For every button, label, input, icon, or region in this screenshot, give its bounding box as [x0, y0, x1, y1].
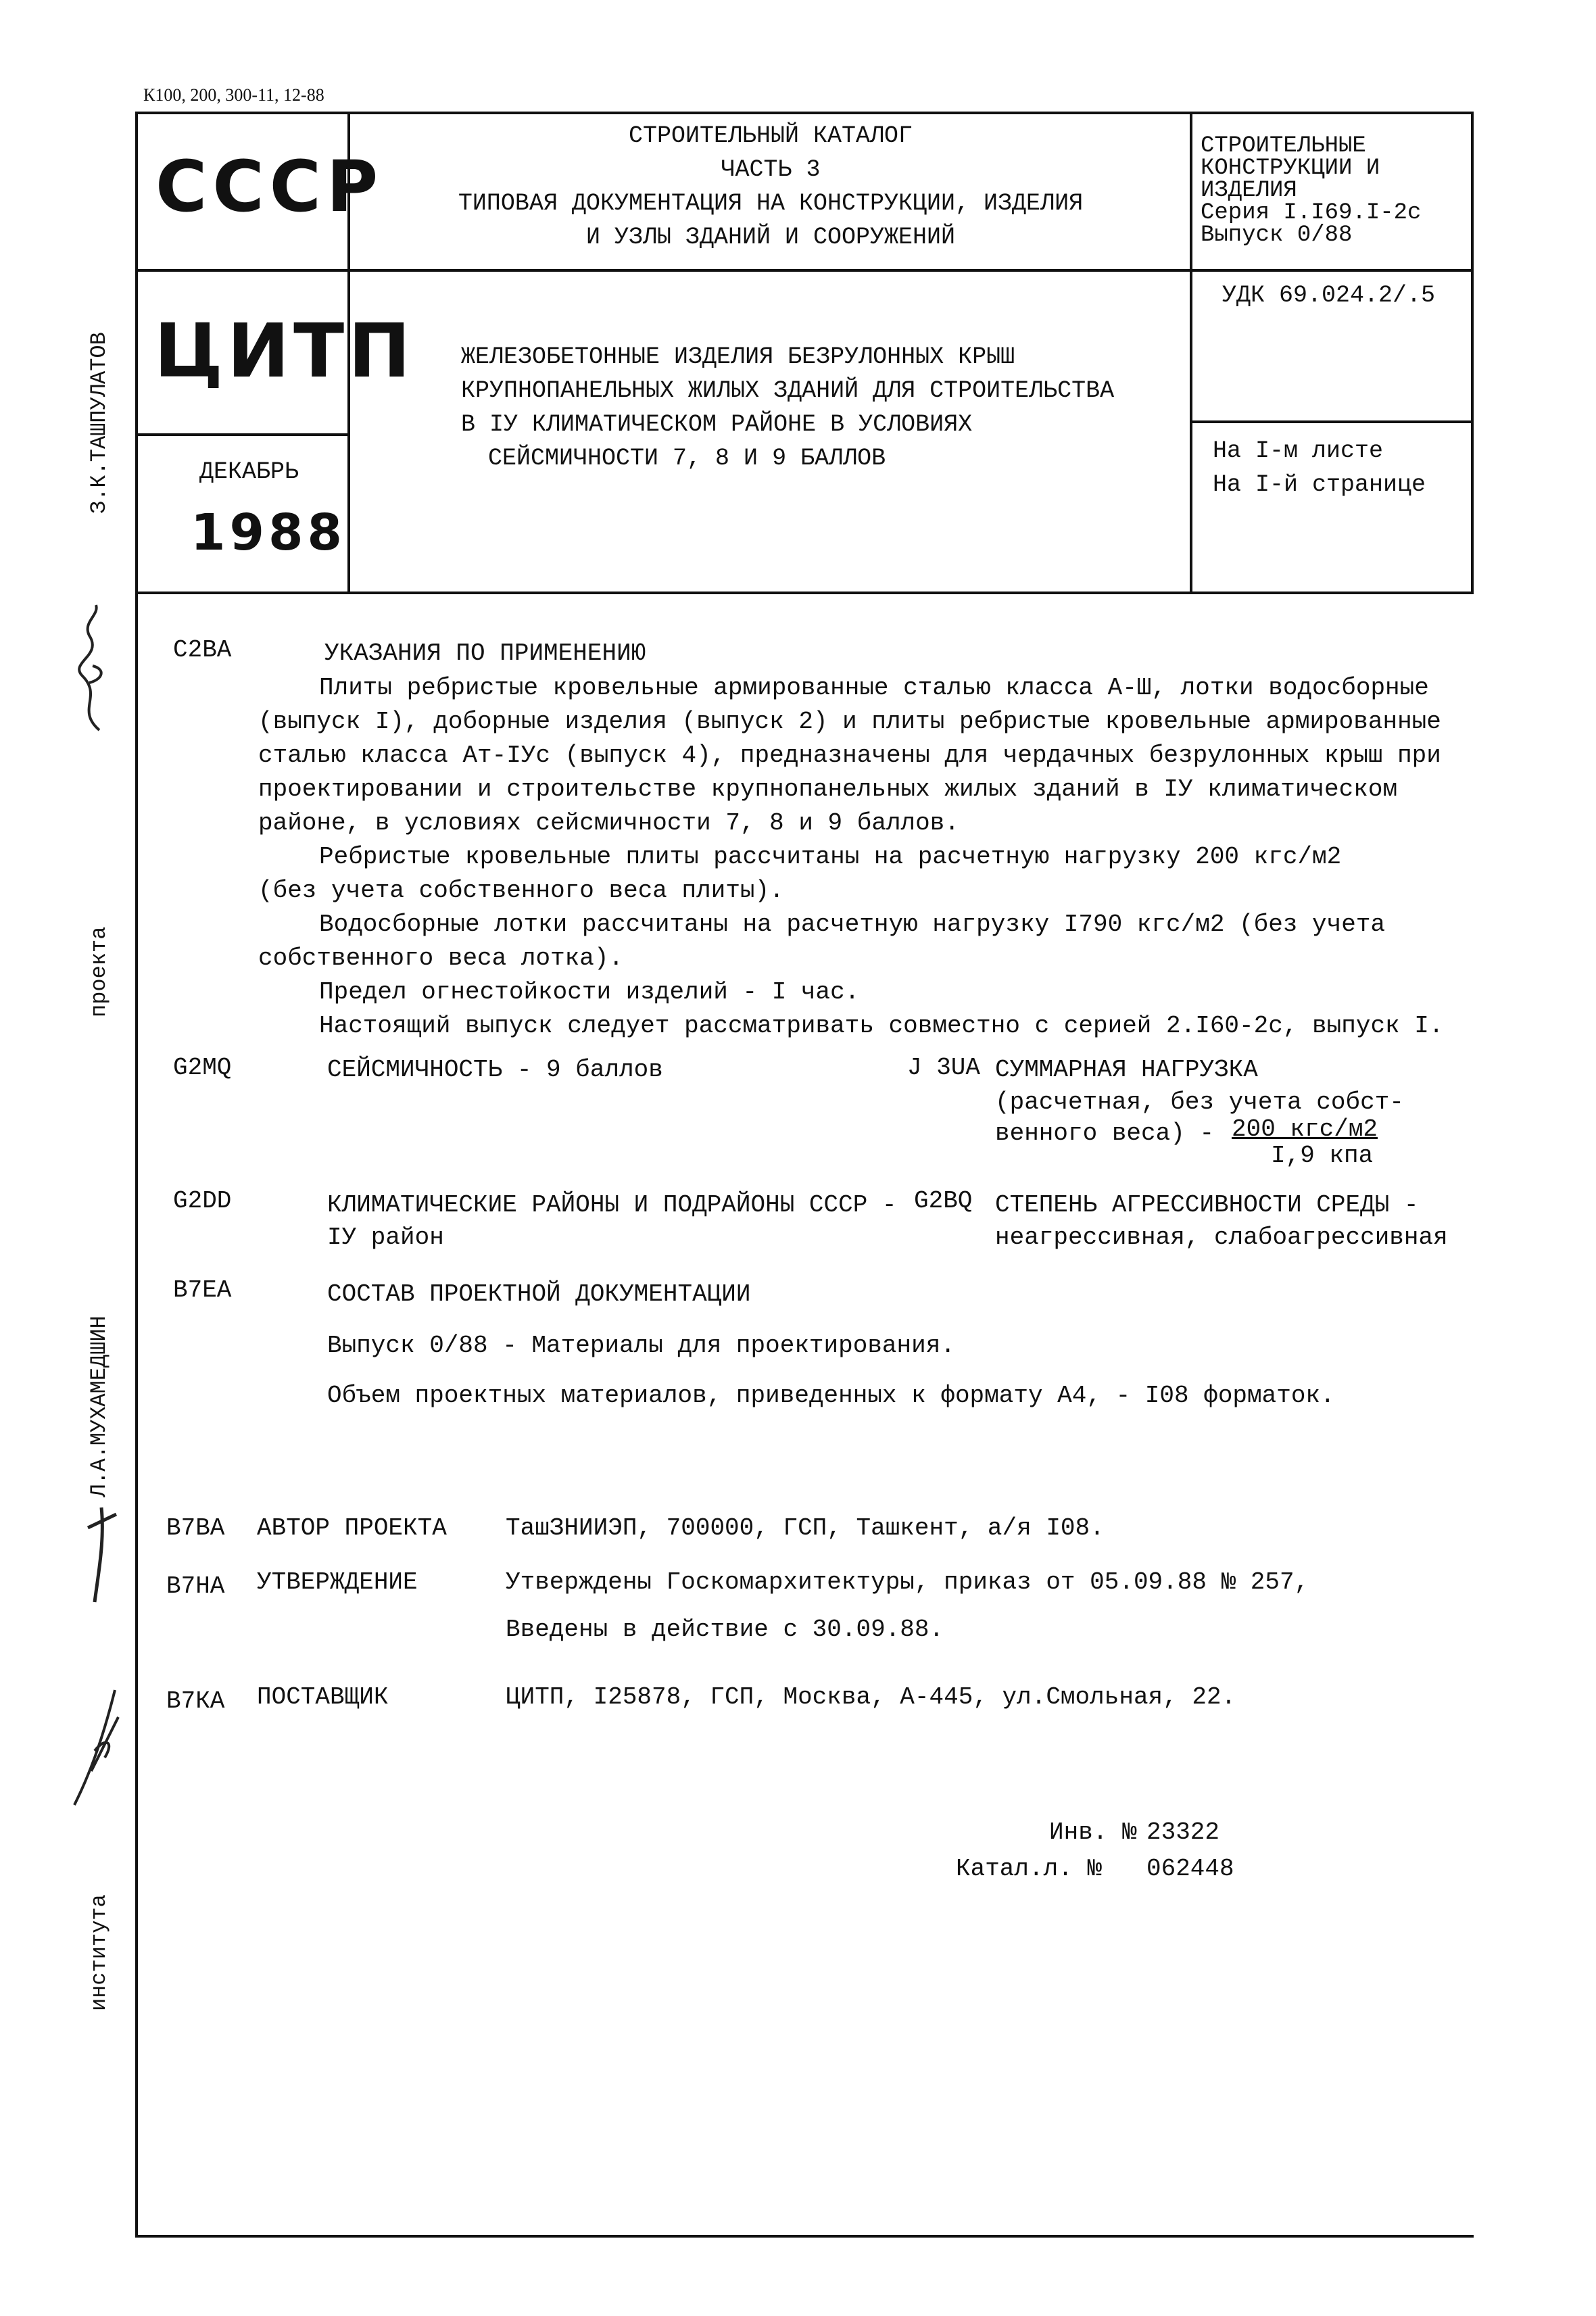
author-value: ТашЗНИИЭП, 700000, ГСП, Ташкент, а/я I08.: [506, 1514, 1105, 1542]
climate-region-value: IУ район: [327, 1224, 444, 1251]
usage-line: (выпуск I), доборные изделия (выпуск 2) и плиты ребристые кровельные армированные: [258, 708, 1441, 735]
documentation-issue: Выпуск 0/88 - Материалы для проектирования.: [327, 1332, 955, 1359]
usage-line: Водосборные лотки рассчитаны на расчетную нагрузку I790 кгс/м2 (без учета: [319, 911, 1386, 938]
usage-line: (без учета собственного веса плиты).: [258, 877, 784, 904]
inventory-label: Инв. №: [1049, 1818, 1137, 1846]
catalog-line: И УЗЛЫ ЗДАНИЙ И СООРУЖЕНИЙ: [585, 224, 956, 251]
catalog-line: ЧАСТЬ 3: [721, 156, 821, 183]
margin-label-institute: института: [87, 1894, 112, 2011]
series-line: ИЗДЕЛИЯ: [1201, 178, 1297, 203]
approval-effective: Введены в действие с 30.09.88.: [506, 1616, 944, 1643]
total-load-note-end: венного веса) -: [995, 1119, 1215, 1147]
catalog-heading: [352, 119, 1190, 254]
section-code-b7ba: В7ВА: [166, 1514, 225, 1542]
approval-label: УТВЕРЖДЕНИЕ: [257, 1568, 418, 1596]
section-code-b7ha: В7НА: [166, 1572, 225, 1600]
total-load-value-kgs: 200 кгс/м2: [1232, 1115, 1378, 1143]
ussr-label: СССР: [155, 145, 384, 228]
usage-line: Настоящий выпуск следует рассматривать совместно с серией 2.I60-2с, выпуск I.: [319, 1012, 1444, 1040]
inventory-number: 23322: [1146, 1818, 1220, 1846]
usage-line: Плиты ребристые кровельные армированные сталью класса А-Ш, лотки водосборные: [319, 674, 1429, 702]
usage-text: [258, 671, 1444, 1043]
sheet-line: На I-м листе: [1213, 437, 1384, 464]
signature-bottom: [68, 1676, 128, 1812]
section-code-j3ua: J 3UA: [907, 1054, 981, 1082]
series-line: Выпуск 0/88: [1201, 222, 1353, 248]
series-block: [1201, 135, 1421, 247]
margin-person-top: З.К.ТАШПУЛАТОВ: [87, 332, 112, 514]
title-line: В IУ КЛИМАТИЧЕСКОМ РАЙОНЕ В УСЛОВИЯХ: [461, 411, 973, 438]
seismicity-value: СЕЙСМИЧНОСТЬ - 9 баллов: [327, 1056, 663, 1084]
sheet-line: На I-й странице: [1213, 471, 1426, 498]
section-code-g2mq: G2MQ: [173, 1054, 232, 1082]
total-load-note: (расчетная, без учета собст-: [995, 1088, 1404, 1116]
margin-label-project: проекта: [87, 926, 112, 1017]
usage-line: Ребристые кровельные плиты рассчитаны на расчетную нагрузку 200 кгс/м2: [319, 843, 1342, 871]
total-load-title: СУММАРНАЯ НАГРУЗКА: [995, 1056, 1258, 1084]
section-code-g2bq: G2BQ: [914, 1187, 973, 1215]
supplier-value: ЦИТП, I25878, ГСП, Москва, А-445, ул.Смольная, 22.: [506, 1683, 1236, 1711]
author-label: АВТОР ПРОЕКТА: [257, 1514, 447, 1542]
documentation-volume: Объем проектных материалов, приведенных к формату А4, - I08 форматок.: [327, 1382, 1335, 1409]
signature-top: [62, 602, 116, 737]
catalog-sheet-number: 062448: [1146, 1855, 1234, 1883]
climate-regions-title: КЛИМАТИЧЕСКИЕ РАЙОНЫ И ПОДРАЙОНЫ СССР -: [327, 1191, 897, 1219]
section-code-b7ea: В7ЕА: [173, 1276, 232, 1304]
usage-line: сталью класса Ат-IУс (выпуск 4), предназначены для чердачных безрулонных крыш при: [258, 742, 1441, 769]
issue-year: 1988: [191, 504, 346, 562]
series-line: КОНСТРУКЦИИ И: [1201, 155, 1380, 181]
catalog-sheet-label: Катал.л. №: [956, 1855, 1103, 1883]
approval-order: Утверждены Госкомархитектуры, приказ от 05.09.88 № 257,: [506, 1568, 1309, 1596]
usage-line: районе, в условиях сейсмичности 7, 8 и 9 баллов.: [258, 809, 959, 837]
aggressiveness-value: неагрессивная, слабоагрессивная: [995, 1224, 1448, 1251]
issue-month: ДЕКАБРЬ: [199, 458, 299, 485]
usage-line: собственного веса лотка).: [258, 944, 624, 972]
udk-code: УДК 69.024.2/.5: [1222, 282, 1436, 309]
sheet-info: [1213, 434, 1426, 502]
signature-middle: [74, 1501, 128, 1609]
title-line: КРУПНОПАНЕЛЬНЫХ ЖИЛЫХ ЗДАНИЙ ДЛЯ СТРОИТЕЛЬСТВА: [461, 377, 1115, 404]
usage-line: Предел огнестойкости изделий - I час.: [319, 978, 860, 1006]
title-line: СЕЙСМИЧНОСТИ 7, 8 И 9 БАЛЛОВ: [488, 445, 886, 472]
citp-label: ЦИТП: [154, 308, 415, 394]
section-title-usage: УКАЗАНИЯ ПО ПРИМЕНЕНИЮ: [324, 640, 646, 667]
usage-line: проектировании и строительстве крупнопанельных жилых зданий в IУ климатическом: [258, 775, 1398, 803]
series-line: Серия I.I69.I-2с: [1201, 200, 1422, 226]
aggressiveness-title: СТЕПЕНЬ АГРЕССИВНОСТИ СРЕДЫ -: [995, 1191, 1419, 1219]
section-code-b7ka: В7КА: [166, 1687, 225, 1715]
catalog-code: К100, 200, 300-11, 12-88: [143, 85, 324, 105]
documentation-title: СОСТАВ ПРОЕКТНОЙ ДОКУМЕНТАЦИИ: [327, 1280, 751, 1308]
document-title: [461, 340, 1114, 475]
supplier-label: ПОСТАВЩИК: [257, 1683, 389, 1711]
total-load-value-kpa: I,9 кпа: [1271, 1142, 1374, 1169]
title-line: ЖЕЛЕЗОБЕТОННЫЕ ИЗДЕЛИЯ БЕЗРУЛОННЫХ КРЫШ: [461, 343, 1015, 370]
section-code-g2dd: G2DD: [173, 1187, 232, 1215]
margin-person-middle: Л.А.МУХАМЕДШИН: [87, 1316, 112, 1497]
series-line: СТРОИТЕЛЬНЫЕ: [1201, 133, 1366, 159]
catalog-line: СТРОИТЕЛЬНЫЙ КАТАЛОГ: [628, 122, 913, 149]
catalog-line: ТИПОВАЯ ДОКУМЕНТАЦИЯ НА КОНСТРУКЦИИ, ИЗДЕЛИЯ: [458, 190, 1084, 217]
section-code-c2ba: С2ВА: [173, 636, 232, 664]
